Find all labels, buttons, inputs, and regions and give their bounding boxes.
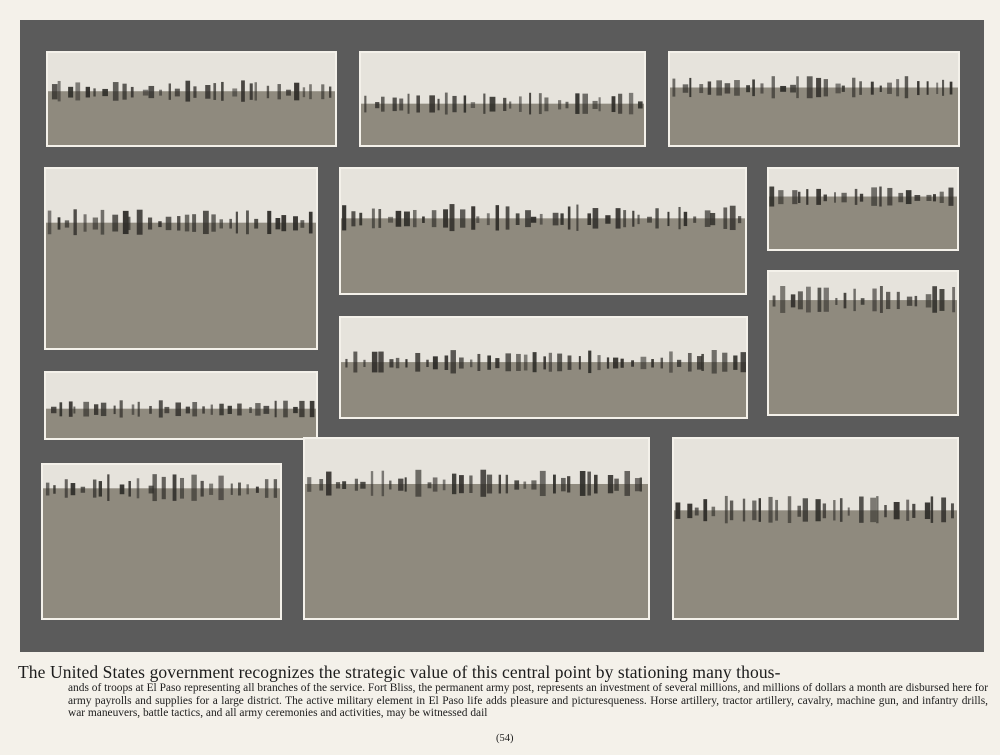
photo-cavalry-line-review xyxy=(46,51,337,147)
photo-infantry-and-automobiles xyxy=(41,463,282,620)
photo-street-parade-crowds xyxy=(767,270,959,416)
photo-army-tent-camp xyxy=(303,437,650,620)
caption-lead: The United States government recognizes the strategic value of this central point by stationing many thous- xyxy=(18,662,781,682)
photo-cavalry-guidon-front xyxy=(672,437,959,620)
page-number: (54) xyxy=(496,733,514,744)
photo-cavalry-horses-close xyxy=(767,167,959,251)
caption xyxy=(18,663,988,720)
photo-parade-ground-flags xyxy=(44,371,318,440)
photo-horse-artillery-column xyxy=(339,316,748,419)
photo-fort-bliss-buildings xyxy=(359,51,646,147)
photo-battle-smoke-charge xyxy=(339,167,747,295)
photo-officer-and-band xyxy=(668,51,960,147)
caption-body: ands of troops at El Paso representing all branches of the service. Fort Bliss, the permanent army post, represents an investment of several millions, and millions of dollars a month are disbursed here for army payrolls and supplies for a large district. The active military element in El Paso life adds pleasure and picturesqueness. Horse artillery, tractor artillery, cavalry, machine gun, and infantry drills, war maneuvers, battle tactics, and all army ceremonies and activities, may be witnessed dail xyxy=(68,682,988,720)
photo-cavalry-street-parade xyxy=(44,167,318,350)
